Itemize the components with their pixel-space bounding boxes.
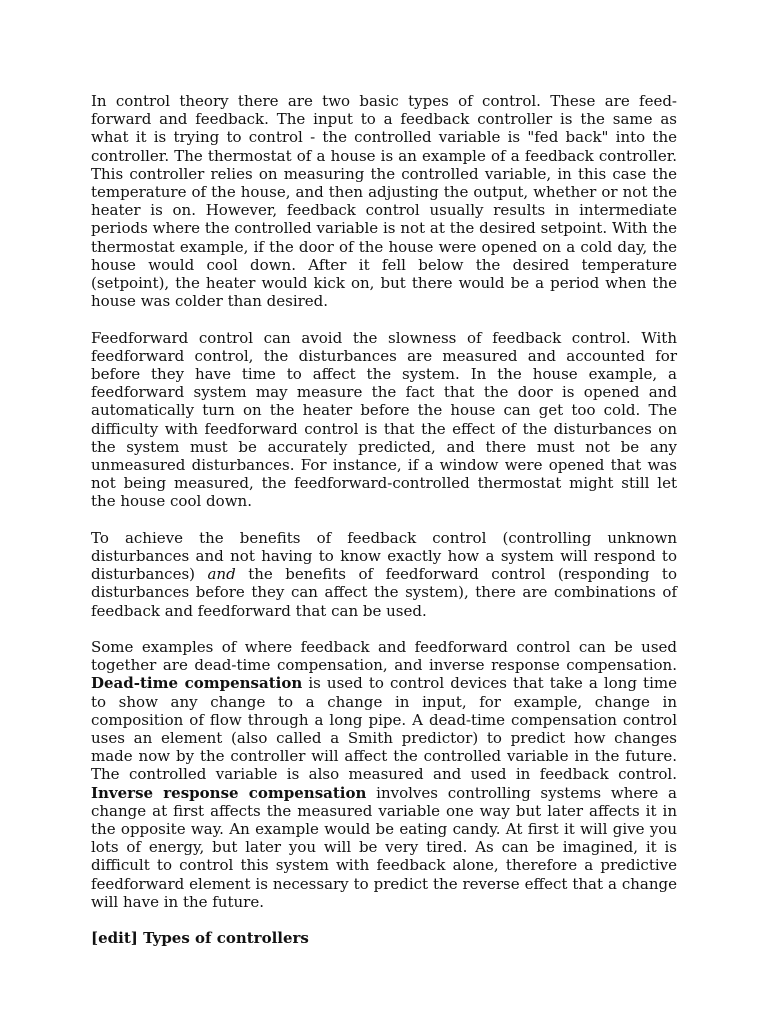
paragraph-combination [91, 529, 677, 620]
term-inverse-response-compensation: Inverse response compensation [91, 783, 367, 802]
section-heading [91, 929, 677, 947]
paragraph-examples-text-b: is used to control devices that take a long time to show any change to a change in input, for example, change in composition of flow through a long pipe. A dead-time compensation control uses an element (also called a Smith predictor) to predict how changes made now by the controller will affect the controlled variable in the future. The controlled variable is also measured and used in feedback control. [91, 674, 677, 784]
paragraph-feedback-intro: In control theory there are two basic types of control. These are feed-forward and feedback. The input to a feedback controller is the same as what it is trying to control - the controlled variable is "fed back" into the controller. The thermostat of a house is an example of a feedback controller. This controller relies on measuring the controlled variable, in this case the temperature of the house, and then adjusting the output, whether or not the heater is on. However, feedback control usually results in intermediate periods where the controlled variable is not at the desired setpoint. With the thermostat example, if the door of the house were opened on a cold day, the house would cool down. After it fell below the desired temperature (setpoint), the heater would kick on, but there would be a period when the house was colder than desired. [91, 92, 677, 311]
section-heading-title: Types of controllers [143, 929, 309, 948]
term-dead-time-compensation: Dead-time compensation [91, 674, 303, 693]
document-page [91, 92, 677, 966]
paragraph-examples-text-c: involves controlling systems where a change at first affects the measured variable one way but later affects it in the opposite way. An example would be eating candy. At first it will give you lots of energy, but later you will be very tired. As can be imagined, it is difficult to control this system with feedback alone, therefore a predictive feedforward element is necessary to predict the reverse effect that a change will have in the future. [91, 783, 677, 911]
paragraph-combination-text-a: To achieve the benefits of feedback control (controlling unknown disturbances and not having to know exactly how a system will respond to disturbances) [91, 528, 677, 584]
emphasis-and: and [207, 565, 236, 584]
paragraph-feedforward: Feedforward control can avoid the slowness of feedback control. With feedforward control, the disturbances are measured and accounted for before they have time to affect the system. In the house example, a feedforward system may measure the fact that the door is opened and automatically turn on the heater before the house can get too cold. The difficulty with feedforward control is that the effect of the disturbances on the system must be accurately predicted, and there must not be any unmeasured disturbances. For instance, if a window were opened that was not being measured, the feedforward-controlled thermostat might still let the house cool down. [91, 328, 677, 511]
paragraph-combination-text-b: the benefits of feedforward control (responding to disturbances before they can affect the system), there are combinations of feedback and feedforward that can be used. [91, 565, 677, 620]
paragraph-examples [91, 638, 677, 911]
edit-link[interactable]: [edit] [91, 929, 138, 948]
paragraph-examples-text-a: Some examples of where feedback and feedforward control can be used together are dead-time compensation, and inverse response compensation. [91, 638, 677, 675]
